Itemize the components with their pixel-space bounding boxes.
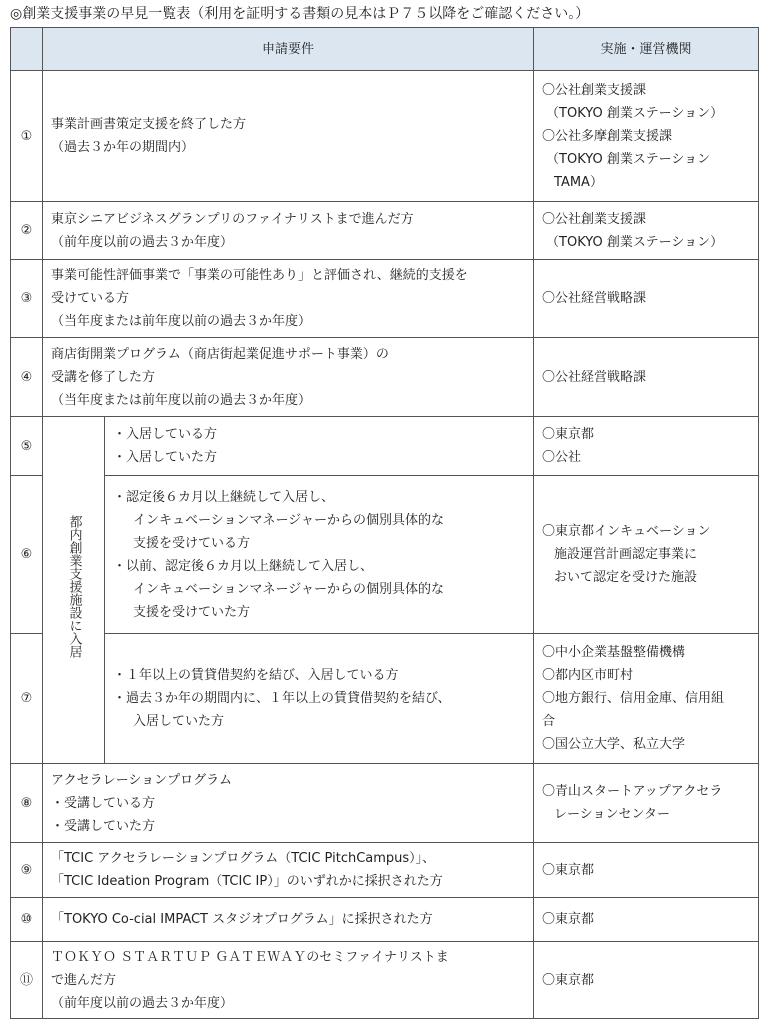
requirement-text: （当年度または前年度以前の過去３か年度） bbox=[51, 314, 312, 329]
org-text: おいて認定を受けた施設 bbox=[554, 570, 698, 585]
row-number: ⑥ bbox=[11, 476, 43, 634]
requirement-text: 「TCIC アクセラレーションプログラム（TCIC PitchCampus）」、 bbox=[51, 851, 436, 866]
requirement-text: 東京シニアビジネスグランプリのファイナリストまで進んだ方 bbox=[51, 211, 414, 227]
requirement-cell bbox=[43, 942, 534, 1019]
requirement-text: 支援を受けている方 bbox=[133, 535, 251, 551]
org-text: レーションセンター bbox=[554, 807, 670, 822]
org-text: 〇東京都 bbox=[542, 972, 595, 988]
requirement-text: アクセラレーションプログラム bbox=[51, 772, 232, 788]
org-cell bbox=[534, 417, 759, 476]
requirement-text: ＴＯＫＹＯ ＳＴＡＲＴＵＰ ＧＡＴＥＷＡＹのセミファイナリストま bbox=[51, 949, 449, 965]
requirement-text: ・認定後６カ月以上継続して入居し、 bbox=[113, 489, 335, 505]
table-row bbox=[11, 417, 759, 476]
requirement-cell bbox=[43, 338, 534, 417]
header-org: 実施・運営機関 bbox=[534, 28, 759, 71]
requirement-cell bbox=[105, 634, 534, 764]
facility-group-label: 都内創業支援施設に入居 bbox=[66, 514, 82, 658]
requirement-cell bbox=[105, 476, 534, 634]
org-text: 〇公社創業支援課 bbox=[542, 82, 647, 98]
table-row bbox=[11, 843, 759, 898]
header-requirement: 申請要件 bbox=[43, 28, 534, 71]
requirement-text: ・１年以上の賃貸借契約を結び、入居している方 bbox=[113, 668, 399, 683]
requirement-cell bbox=[43, 764, 534, 843]
org-cell bbox=[534, 71, 759, 202]
org-cell bbox=[534, 942, 759, 1019]
requirement-text: 商店街開業プログラム（商店街起業促進サポート事業）の bbox=[51, 346, 389, 362]
row-number: ② bbox=[11, 202, 43, 260]
org-text: （TOKYO 創業ステーション） bbox=[546, 105, 724, 121]
requirement-text: 事業可能性評価事業で「事業の可能性あり」と評価され、継続的支援を bbox=[51, 268, 468, 283]
table-header-row bbox=[11, 28, 759, 71]
requirement-text: （前年度以前の過去３か年度） bbox=[51, 234, 234, 250]
table-row bbox=[11, 898, 759, 942]
requirement-text: ・入居している方 bbox=[113, 427, 218, 442]
org-text: 合 bbox=[542, 714, 556, 729]
requirement-text: （前年度以前の過去３か年度） bbox=[51, 995, 234, 1011]
row-number: ⑩ bbox=[11, 898, 43, 942]
requirement-text: （当年度または前年度以前の過去３か年度） bbox=[51, 392, 312, 408]
org-text: 〇中小企業基盤整備機構 bbox=[542, 645, 686, 660]
requirement-text: 事業計画書策定支援を終了した方 bbox=[51, 117, 247, 132]
table-row bbox=[11, 260, 759, 338]
requirement-cell bbox=[43, 843, 534, 898]
support-programs-table bbox=[10, 27, 759, 1019]
requirement-cell bbox=[43, 898, 534, 942]
org-cell bbox=[534, 843, 759, 898]
table-row bbox=[11, 476, 759, 634]
org-text: 〇国公立大学、私立大学 bbox=[542, 737, 686, 752]
org-text: 〇公社経営戦略課 bbox=[542, 369, 647, 385]
requirement-text: ・以前、認定後６カ月以上継続して入居し、 bbox=[113, 558, 374, 574]
requirement-text: （過去３か年の期間内） bbox=[51, 140, 195, 155]
org-cell bbox=[534, 202, 759, 260]
table-row bbox=[11, 71, 759, 202]
org-text: 〇公社 bbox=[542, 450, 582, 465]
requirement-text: 入居していた方 bbox=[133, 714, 225, 729]
org-text: 〇東京都 bbox=[542, 862, 595, 878]
org-text: 〇東京都インキュベーション bbox=[542, 524, 711, 539]
org-cell bbox=[534, 338, 759, 417]
org-cell bbox=[534, 476, 759, 634]
org-text: （TOKYO 創業ステーション） bbox=[546, 234, 724, 250]
org-text: 〇公社多摩創業支援課 bbox=[542, 128, 673, 144]
org-text: 〇東京都 bbox=[542, 912, 595, 927]
page-title: ◎創業支援事業の早見一覧表（利用を証明する書類の見本はＰ７５以降をご確認ください。） bbox=[10, 6, 590, 22]
requirement-text: インキュベーションマネージャーからの個別具体的な bbox=[133, 581, 444, 597]
requirement-cell bbox=[43, 260, 534, 338]
org-text: 〇東京都 bbox=[542, 427, 595, 442]
org-text: TAMA） bbox=[554, 174, 603, 190]
requirement-text: 受講を修了した方 bbox=[51, 369, 156, 385]
requirement-text: ・入居していた方 bbox=[113, 450, 218, 465]
requirement-cell bbox=[43, 202, 534, 260]
requirement-text: 「TCIC Ideation Program（TCIC IP）」のいずれかに採択された方 bbox=[51, 874, 443, 889]
table-row bbox=[11, 764, 759, 843]
org-cell bbox=[534, 764, 759, 843]
org-text: 〇公社経営戦略課 bbox=[542, 291, 647, 306]
row-number: ① bbox=[11, 71, 43, 202]
row-number: ④ bbox=[11, 338, 43, 417]
table-row bbox=[11, 338, 759, 417]
requirement-cell bbox=[43, 71, 534, 202]
facility-group-cell bbox=[43, 417, 105, 764]
table-row bbox=[11, 942, 759, 1019]
org-text: 施設運営計画認定事業に bbox=[554, 547, 698, 562]
org-text: 〇青山スタートアップアクセラ bbox=[542, 784, 723, 799]
header-num bbox=[11, 28, 43, 71]
org-text: 〇公社創業支援課 bbox=[542, 211, 647, 227]
requirement-text: 支援を受けていた方 bbox=[133, 604, 251, 620]
requirement-text: 「TOKYO Co-cial IMPACT スタジオプログラム」に採択された方 bbox=[51, 912, 433, 927]
requirement-text: ・受講している方 bbox=[51, 795, 156, 811]
org-text: （TOKYO 創業ステーション bbox=[546, 151, 711, 167]
requirement-text: で進んだ方 bbox=[51, 972, 117, 988]
org-text: 〇地方銀行、信用金庫、信用組 bbox=[542, 691, 725, 706]
org-text: 〇都内区市町村 bbox=[542, 668, 634, 683]
requirement-text: ・受講していた方 bbox=[51, 818, 156, 834]
requirement-text: ・過去３か年の期間内に、１年以上の賃貸借契約を結び、 bbox=[113, 691, 451, 706]
row-number: ⑪ bbox=[11, 942, 43, 1019]
org-cell bbox=[534, 634, 759, 764]
row-number: ⑨ bbox=[11, 843, 43, 898]
row-number: ⑧ bbox=[11, 764, 43, 843]
org-cell bbox=[534, 898, 759, 942]
requirement-text: インキュベーションマネージャーからの個別具体的な bbox=[133, 512, 444, 528]
table-row bbox=[11, 634, 759, 764]
org-cell bbox=[534, 260, 759, 338]
row-number: ⑦ bbox=[11, 634, 43, 764]
table-row bbox=[11, 202, 759, 260]
requirement-cell bbox=[105, 417, 534, 476]
row-number: ⑤ bbox=[11, 417, 43, 476]
row-number: ③ bbox=[11, 260, 43, 338]
requirement-text: 受けている方 bbox=[51, 291, 130, 306]
